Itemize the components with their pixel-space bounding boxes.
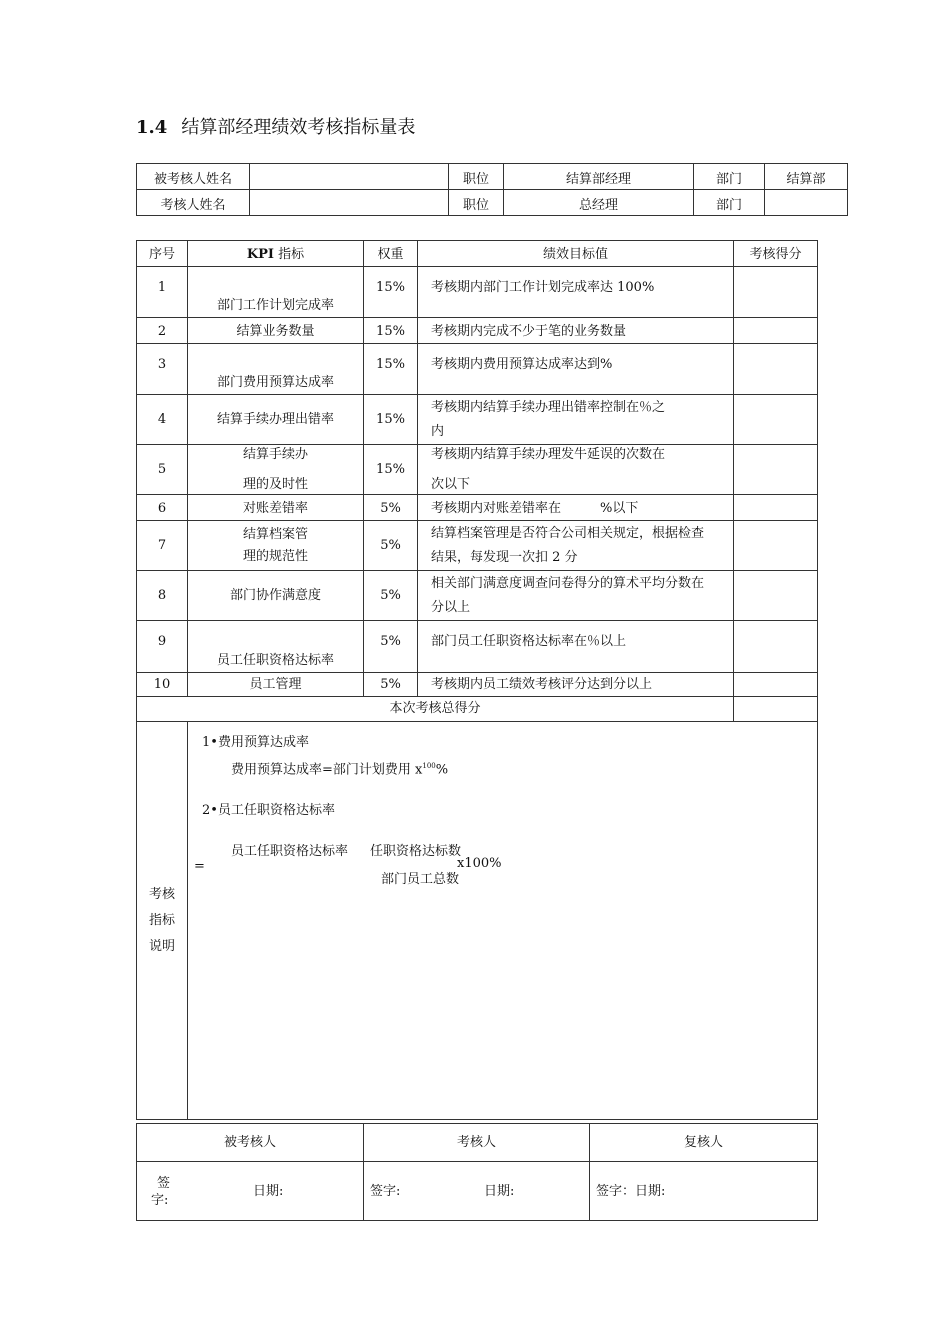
row-weight: 15%: [364, 318, 418, 344]
table-row: [137, 445, 818, 495]
signature-row: [137, 1162, 818, 1221]
row-target: 考核期内部门工作计划完成率达 100%: [418, 267, 734, 318]
notes-side-label-line: 指标: [148, 912, 175, 928]
row-target-line1: 结算档案管理是否符合公司相关规定，根据检查: [431, 525, 705, 541]
row-kpi-name: 结算手续办理出错率: [188, 395, 364, 445]
signature-box: [590, 1162, 817, 1220]
total-score[interactable]: [734, 697, 818, 722]
row-no: 10: [137, 673, 188, 697]
info-position-label: 职位: [449, 190, 504, 216]
row-weight: 15%: [364, 344, 418, 395]
section-title: 结算部经理绩效考核指标量表: [181, 117, 416, 138]
row-weight: 5%: [364, 495, 418, 521]
date-label-2: 日期:: [484, 1184, 515, 1199]
row-kpi-name: 结算业务数量: [188, 318, 364, 344]
note-item2-title: 2•员工任职资格达标率: [202, 803, 335, 818]
row-no: 5: [137, 445, 188, 495]
row-no: 4: [137, 395, 188, 445]
row-no: 7: [137, 521, 188, 571]
signature-header: 考核人: [364, 1124, 590, 1162]
info-dept-value: 结算部: [765, 164, 848, 190]
row-score[interactable]: [734, 673, 818, 697]
row-kpi-name: 员工任职资格达标率: [188, 621, 364, 673]
row-kpi-name: 员工管理: [188, 673, 364, 697]
row-score[interactable]: [734, 445, 818, 495]
row-weight: 15%: [364, 395, 418, 445]
note-item2-times: x100%: [457, 856, 502, 871]
notes-content: [188, 722, 818, 1120]
signature-header-row: [137, 1124, 818, 1162]
formula-suffix: %: [435, 762, 449, 778]
signature-header: 被考核人: [137, 1124, 364, 1162]
info-table: [136, 163, 848, 216]
row-score[interactable]: [734, 344, 818, 395]
row-target: 考核期内员工绩效考核评分达到分以上: [418, 673, 734, 697]
row-target: 考核期内对账差错率在 %以下: [418, 495, 734, 521]
row-score[interactable]: [734, 395, 818, 445]
info-dept-value[interactable]: [765, 190, 848, 216]
signature-cell-appraisee[interactable]: [137, 1162, 364, 1221]
notes-side-label-line: 考核: [148, 886, 175, 902]
table-row: [137, 571, 818, 621]
note-equals: =: [194, 859, 205, 874]
row-score[interactable]: [734, 267, 818, 318]
row-target: [418, 521, 734, 571]
row-target: 考核期内完成不少于笔的业务数量: [418, 318, 734, 344]
notes-side-label: [137, 722, 188, 1120]
row-target-line2: 结果，每发现一次扣 2 分: [431, 549, 578, 565]
row-weight: 15%: [364, 445, 418, 495]
info-dept-label: 部门: [694, 164, 765, 190]
row-no: 1: [137, 267, 188, 318]
row-score[interactable]: [734, 571, 818, 621]
notes-body: [188, 722, 817, 1119]
row-no: 6: [137, 495, 188, 521]
row-weight: 15%: [364, 267, 418, 318]
table-row: [137, 267, 818, 318]
row-target-line1: 考核期内结算手续办理出错率控制在％之: [431, 399, 666, 415]
row-kpi-name: 部门费用预算达成率: [188, 344, 364, 395]
header-kpi-rest: 指标: [274, 247, 305, 262]
row-score[interactable]: [734, 521, 818, 571]
header-kpi: [188, 241, 364, 267]
info-name-field[interactable]: [250, 190, 449, 216]
row-target-line1: 相关部门满意度调查问卷得分的算术平均分数在: [431, 575, 705, 591]
note-item1-formula: [231, 757, 448, 779]
row-target: [418, 571, 734, 621]
info-position-value: 总经理: [504, 190, 694, 216]
table-row: [137, 673, 818, 697]
row-weight: 5%: [364, 571, 418, 621]
sign-label-3: 签字：日期:: [596, 1184, 666, 1199]
section-number: 1.4: [136, 117, 168, 138]
info-label: 考核人姓名: [137, 190, 250, 216]
row-kpi-name: 部门协作满意度: [188, 571, 364, 621]
table-row: [137, 318, 818, 344]
signature-box: [137, 1162, 363, 1220]
signature-box: [364, 1162, 589, 1220]
header-weight: 权重: [364, 241, 418, 267]
page-title: [136, 113, 415, 139]
notes-row: [137, 722, 818, 1120]
row-kpi-name: 对账差错率: [188, 495, 364, 521]
info-name-field[interactable]: [250, 164, 449, 190]
row-target: 部门员工任职资格达标率在％以上: [418, 621, 734, 673]
row-kpi-name: [188, 445, 364, 495]
info-position-value: 结算部经理: [504, 164, 694, 190]
row-target-line2: 分以上: [431, 599, 471, 615]
total-row: [137, 697, 818, 722]
row-score[interactable]: [734, 318, 818, 344]
header-kpi-bold: KPI: [246, 247, 274, 262]
sign-label-1b: 字:: [151, 1193, 169, 1208]
row-no: 2: [137, 318, 188, 344]
row-target-line2: 内: [431, 423, 445, 439]
row-weight: 5%: [364, 621, 418, 673]
row-kpi-name: 部门工作计划完成率: [188, 267, 364, 318]
row-kpi-name-line1: 结算手续办: [242, 446, 308, 462]
row-target: [418, 445, 734, 495]
row-no: 9: [137, 621, 188, 673]
header-no: 序号: [137, 241, 188, 267]
date-label-1: 日期:: [253, 1184, 284, 1199]
total-label: 本次考核总得分: [137, 697, 734, 722]
row-kpi-name-line2: 理的规范性: [242, 548, 308, 564]
row-no: 8: [137, 571, 188, 621]
info-row-appraisee: [137, 164, 848, 190]
table-row: [137, 621, 818, 673]
info-label: 被考核人姓名: [137, 164, 250, 190]
row-kpi-name: [188, 521, 364, 571]
signature-header: 复核人: [590, 1124, 818, 1162]
info-position-label: 职位: [449, 164, 504, 190]
note-item2-numerator: 任职资格达标数: [370, 844, 462, 859]
info-row-appraiser: [137, 190, 848, 216]
row-kpi-name-line2: 理的及时性: [242, 476, 308, 492]
info-dept-label: 部门: [694, 190, 765, 216]
table-row: [137, 395, 818, 445]
header-target: 绩效目标值: [418, 241, 734, 267]
signature-cell-reviewer[interactable]: [590, 1162, 818, 1221]
row-target: [418, 395, 734, 445]
signature-cell-appraiser[interactable]: [364, 1162, 590, 1221]
row-target: 考核期内费用预算达成率达到%: [418, 344, 734, 395]
notes-side-label-line: 说明: [148, 938, 175, 954]
row-target-line2: 次以下: [431, 476, 471, 492]
formula-sup: 100: [422, 762, 436, 770]
kpi-header-row: [137, 241, 818, 267]
sign-label-1a: 签: [157, 1176, 171, 1191]
sign-label-2: 签字:: [370, 1184, 401, 1199]
note-item2-left: 员工任职资格达标率: [231, 844, 349, 859]
header-score: 考核得分: [734, 241, 818, 267]
row-weight: 5%: [364, 521, 418, 571]
formula-prefix: 费用预算达成率=部门计划费用 x: [231, 762, 423, 778]
kpi-table: [136, 240, 818, 1120]
table-row: [137, 344, 818, 395]
row-weight: 5%: [364, 673, 418, 697]
note-item1-title: 1•费用预算达成率: [202, 735, 309, 750]
table-row: [137, 521, 818, 571]
note-item2-denominator: 部门员工总数: [381, 872, 460, 887]
row-kpi-name-line1: 结算档案管: [242, 526, 308, 542]
table-row: [137, 495, 818, 521]
signature-table: [136, 1123, 818, 1221]
row-target-line1: 考核期内结算手续办理发牛延误的次数在: [431, 446, 666, 462]
row-score[interactable]: [734, 495, 818, 521]
row-no: 3: [137, 344, 188, 395]
row-score[interactable]: [734, 621, 818, 673]
